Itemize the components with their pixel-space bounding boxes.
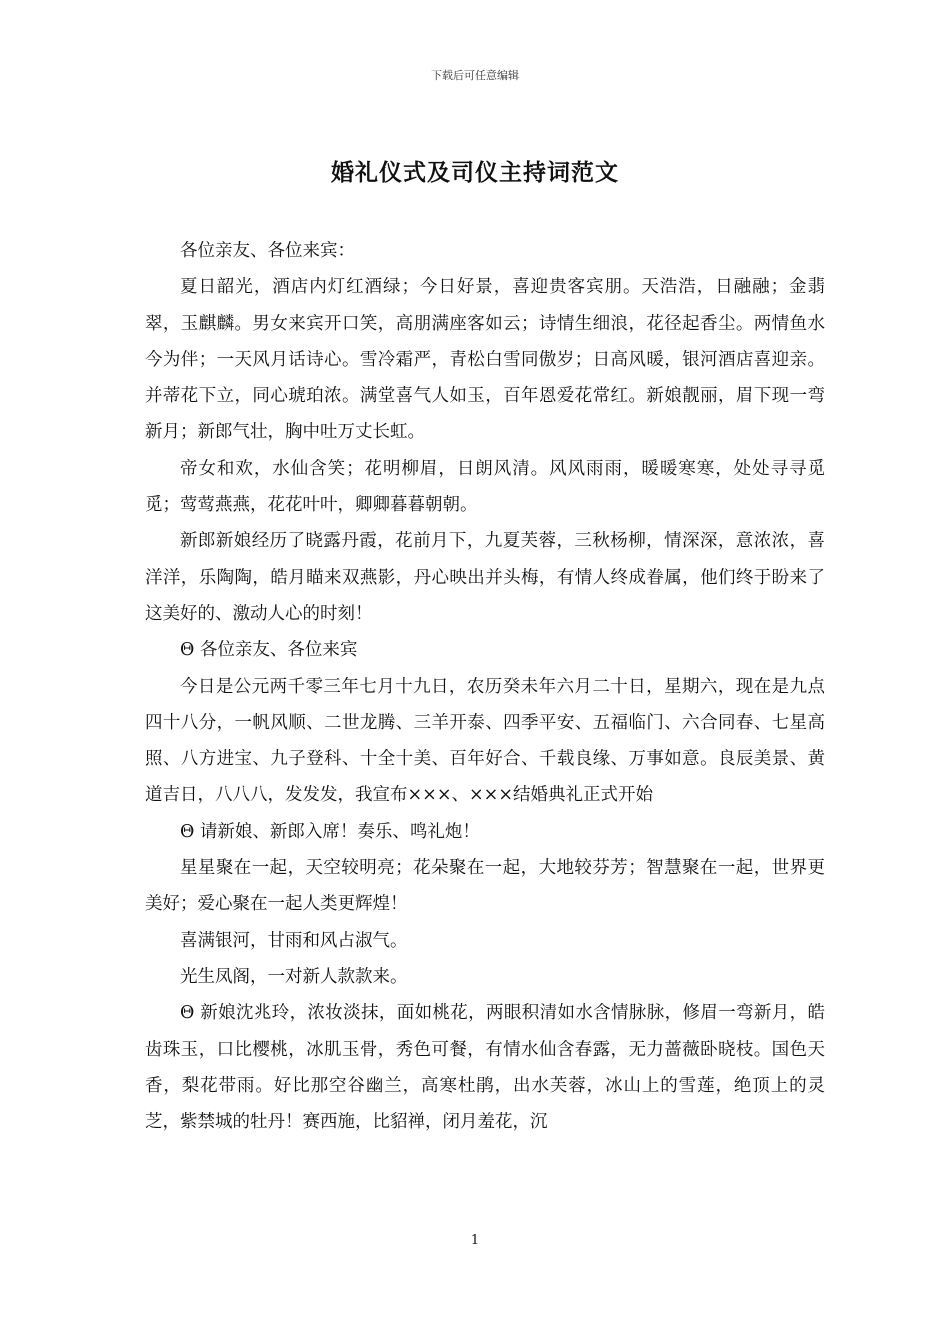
paragraph: 喜满银河，甘雨和风占淑气。 xyxy=(180,930,408,951)
paragraph: 光生凤阁，一对新人款款来。 xyxy=(180,966,408,987)
document-title: 婚礼仪式及司仪主持词范文 xyxy=(331,159,619,186)
document-body xyxy=(145,233,825,1140)
paragraph-section-marker: Θ 请新娘、新郎入席！奏乐、鸣礼炮！ xyxy=(180,821,480,842)
paragraph: 新郎新娘经历了晓露丹霞，花前月下，九夏芙蓉，三秋杨柳，情深深，意浓浓，喜洋洋，乐陶陶，皓月瞄来双燕影，丹心映出并头梅，有情人终成眷属，他们终于盼来了这美好的、激动人心的时刻！ xyxy=(145,531,825,624)
paragraph-greeting: 各位亲友、各位来宾： xyxy=(180,241,355,261)
paragraph-section-marker: Θ 新娘沈兆玲，浓妆淡抹，面如桃花，两眼积清如水含情脉脉，修眉一弯新月，皓齿珠玉，口比樱桃，冰肌玉骨，秀色可餐，有情水仙含春露，无力蔷薇卧晓枝。国色天香，梨花带雨。好比那空谷幽兰，高寒杜鹃，出水芙蓉，冰山上的雪莲，绝顶上的灵芝，紫禁城的牡丹！赛西施，比貂禅，闭月羞花，沉 xyxy=(145,1003,825,1133)
paragraph: 夏日韶光，酒店内灯红酒绿；今日好景，喜迎贵客宾朋。天浩浩，日融融；金翡翠，玉麒麟。男女来宾开口笑，高朋满座客如云；诗情生细浪，花径起香尘。两情鱼水今为伴；一天风月话诗心。雪冷霜严，青松白雪同傲岁；日高风暖，银河酒店喜迎亲。并蒂花下立，同心琥珀浓。满堂喜气人如玉，百年恩爱花常红。新娘靓丽，眉下现一弯新月；新郎气壮，胸中吐万丈长虹。 xyxy=(145,277,825,443)
paragraph: 今日是公元两千零三年七月十九日，农历癸未年六月二十日，星期六，现在是九点四十八分，一帆风顺、二世龙腾、三羊开泰、四季平安、五福临门、六合同春、七星高照、八方进宝、九子登科、十全十美、百年好合、千载良缘、万事如意。良辰美景、黄道吉日，八八八，发发发，我宣布×××、×××结婚典礼正式开始 xyxy=(145,676,825,806)
page-number: 1 xyxy=(470,1233,480,1248)
paragraph: 帝女和欢，水仙含笑；花明柳眉，日朗风清。风风雨雨，暖暖寒寒，处处寻寻觅觅；莺莺燕燕，花花叶叶，卿卿暮暮朝朝。 xyxy=(145,458,825,516)
header-note: 下载后可任意编辑 xyxy=(431,69,519,82)
paragraph: 星星聚在一起，天空较明亮；花朵聚在一起，大地较芬芳；智慧聚在一起，世界更美好；爱心聚在一起人类更辉煌！ xyxy=(145,858,825,915)
paragraph-section-marker: Θ 各位亲友、各位来宾 xyxy=(180,640,358,661)
